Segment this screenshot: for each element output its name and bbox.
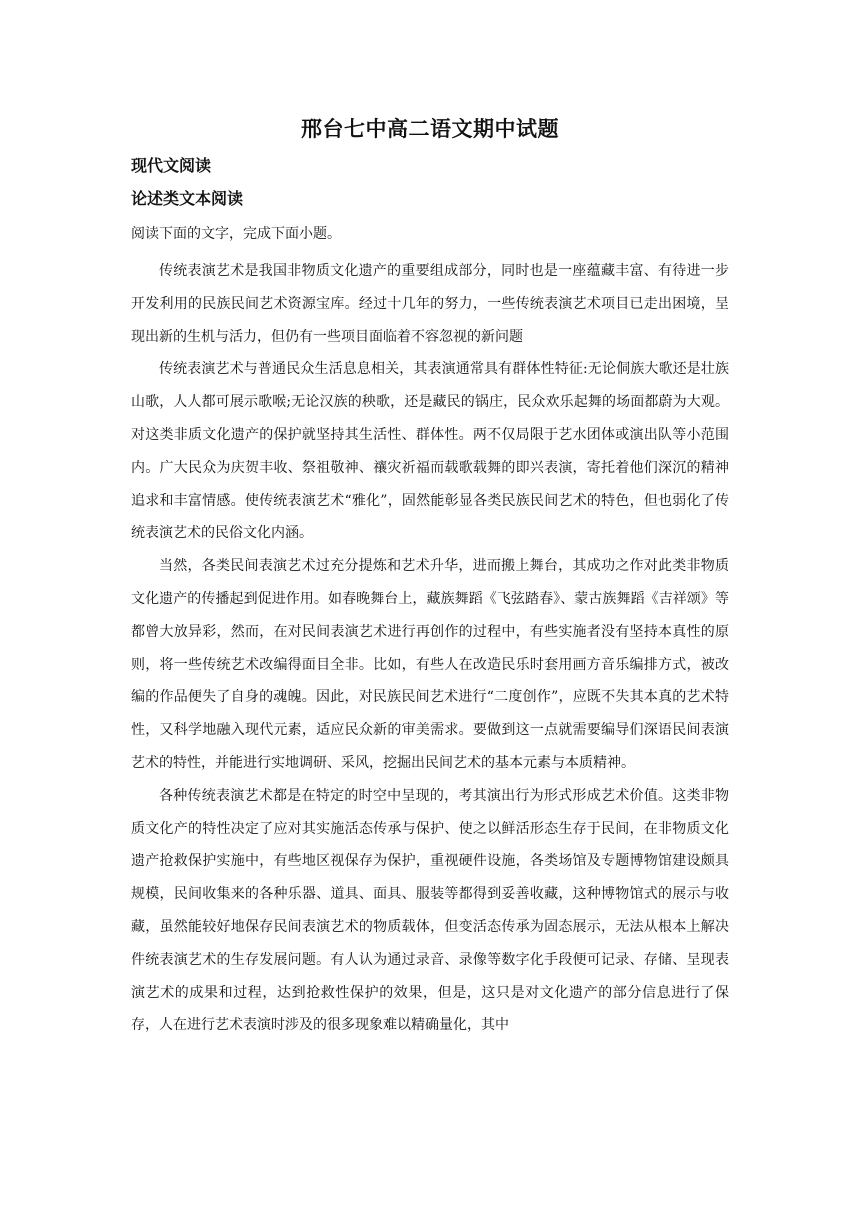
document-title: 邢台七中高二语文期中试题: [301, 117, 559, 141]
passage-paragraph: 各种传统表演艺术都是在特定的时空中呈现的，考其演出行为形式形成艺术价值。这类非物质文化产的特性决定了应对其实施活态传承与保护、使之以鲜活形态生存于民间，在非物质文化遗产抢救保护实施中，有些地区视保存为保护，重视硬件设施，各类场馆及专题博物馆建设颇具规模，民间收集来的各种乐器、道具、面具、服装等都得到妥善收藏，这种博物馆式的展示与收藏，虽然能较好地保存民间表演艺术的物质载体，但变活态传承为固态展示，无法从根本上解决件统表演艺术的生存发展问题。有人认为通过录音、录像等数字化手段便可记录、存储、呈现表演艺术的成果和过程，达到抢救性保护的效果，但是，这只是对文化遗产的部分信息进行了保存，人在进行艺术表演时涉及的很多现象难以精确量化，其中: [131, 787, 729, 1034]
passage-paragraph: 当然，各类民间表演艺术过充分提炼和艺术升华，进而搬上舞台，其成功之作对此类非物质文化遗产的传播起到促进作用。如春晚舞台上，藏族舞蹈《飞弦踏春》、蒙古族舞蹈《吉祥颂》等都曾大放异彩，然而，在对民间表演艺术进行再创作的过程中，有些实施者没有坚持本真性的原则，将一些传统艺术改编得面目全非。比如，有些人在改造民乐时套用画方音乐编排方式，被改编的作品便失了自身的魂魄。因此，对民族民间艺术进行“二度创作”，应既不失其本真的艺术特性，又科学地融入现代元素，适应民众新的审美需求。要做到这一点就需要编导们深语民间表演艺术的特性，并能进行实地调研、采风，挖掘出民间艺术的基本元素与本质精神。: [131, 558, 729, 771]
section-heading: 现代文阅读: [131, 156, 212, 175]
passage-paragraph: 传统表演艺术与普通民众生活息息相关，其表演通常具有群体性特征:无论侗族大歌还是壮族山歌，人人都可展示歌喉;无论汉族的秧歌，还是藏民的锅庄，民众欢乐起舞的场面都蔚为大观。对这类非质文化遗产的保护就坚持其生活性、群体性。两不仅局限于艺水团体或演出队等小范围内。广大民众为庆贺丰收、祭祖敬神、禳灾祈福而载歌载舞的即兴表演，寄托着他们深沉的精神追求和丰富情感。使传统表演艺术“雅化”，固然能彰显各类民族民间艺术的特色，但也弱化了传统表演艺术的民俗文化内涵。: [131, 361, 729, 542]
reading-instruction: 阅读下面的文字，完成下面小题。: [131, 226, 341, 242]
passage-paragraph: 传统表演艺术是我国非物质文化遗产的重要组成部分，同时也是一座蕴藏丰富、有待进一步开发利用的民族民间艺术资源宝库。经过十几年的努力，一些传统表演艺术项目已走出困境，呈现出新的生机与活力，但仍有一些项目面临着不容忽视的新问题: [131, 263, 729, 345]
subsection-heading: 论述类文本阅读: [131, 189, 244, 208]
passage-body: [131, 255, 729, 1042]
